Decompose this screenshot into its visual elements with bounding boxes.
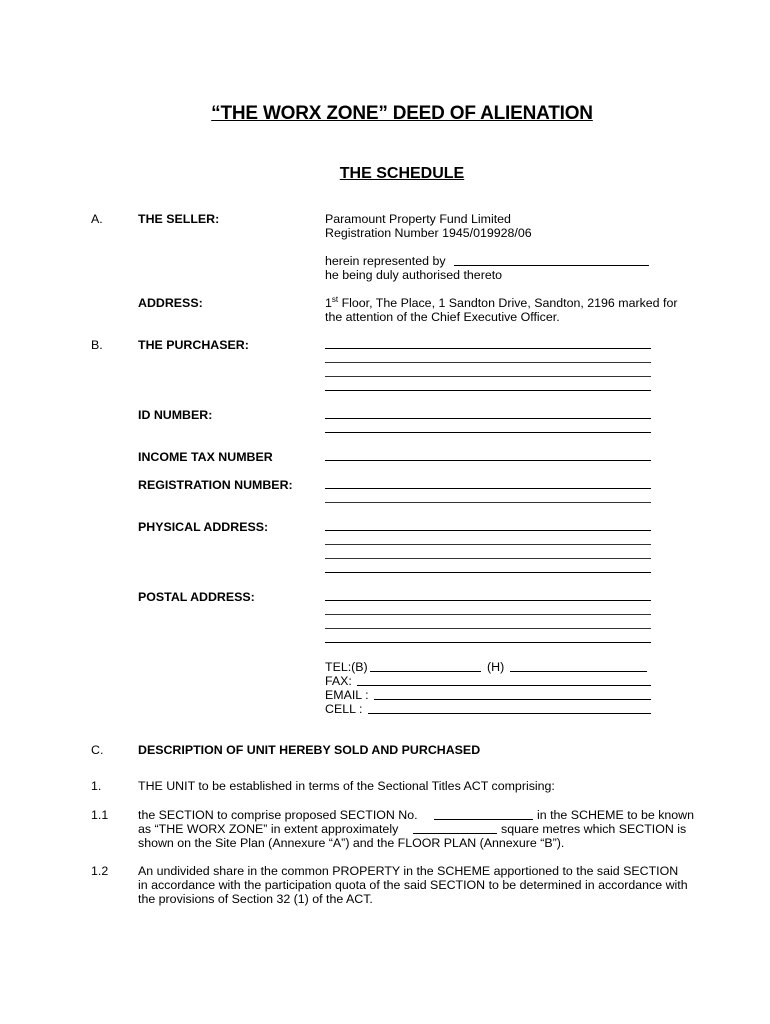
item-1-2-line1: An undivided share in the common PROPERTY in the SCHEME apportioned to the said SECTION bbox=[138, 864, 679, 878]
postal-address-label: POSTAL ADDRESS: bbox=[138, 590, 255, 604]
id-number-blank-2[interactable] bbox=[325, 432, 651, 433]
income-tax-blank[interactable] bbox=[325, 460, 651, 461]
fax-label: FAX: bbox=[325, 674, 352, 688]
purchaser-blank-3[interactable] bbox=[325, 376, 651, 377]
id-number-label: ID NUMBER: bbox=[138, 408, 213, 422]
cell-label: CELL : bbox=[325, 702, 363, 716]
cell-blank[interactable] bbox=[368, 713, 651, 714]
id-number-blank-1[interactable] bbox=[325, 418, 651, 419]
purchaser-label: THE PURCHASER: bbox=[138, 338, 249, 352]
tel-home-blank[interactable] bbox=[510, 671, 647, 672]
purchaser-blank-1[interactable] bbox=[325, 348, 651, 349]
seller-address-line1: 1st Floor, The Place, 1 Sandton Drive, Sandton, 2196 marked for bbox=[325, 295, 678, 310]
purchaser-blank-2[interactable] bbox=[325, 362, 651, 363]
item-1-2-number: 1.2 bbox=[91, 864, 109, 878]
seller-name: Paramount Property Fund Limited bbox=[325, 212, 511, 226]
purchaser-blank-4[interactable] bbox=[325, 390, 651, 391]
fax-blank[interactable] bbox=[357, 685, 651, 686]
item-1-text: THE UNIT to be established in terms of the Sectional Titles ACT comprising: bbox=[138, 779, 555, 793]
section-a-letter: A. bbox=[91, 212, 103, 226]
representative-blank[interactable] bbox=[454, 265, 649, 266]
extent-blank[interactable] bbox=[413, 833, 497, 834]
postal-address-blank-4[interactable] bbox=[325, 642, 651, 643]
tel-home-label: (H) bbox=[487, 660, 505, 674]
represented-by-label: herein represented by bbox=[325, 254, 446, 268]
tel-business-label: TEL:(B) bbox=[325, 660, 368, 674]
authorised-text: he being duly authorised thereto bbox=[325, 268, 503, 282]
email-blank[interactable] bbox=[374, 699, 651, 700]
item-1-2-line2: in accordance with the participation quota of the said SECTION to be determined in accordance with bbox=[138, 878, 688, 892]
seller-registration: Registration Number 1945/019928/06 bbox=[325, 226, 532, 240]
registration-number-label: REGISTRATION NUMBER: bbox=[138, 478, 293, 492]
income-tax-label: INCOME TAX NUMBER bbox=[138, 450, 273, 464]
email-label: EMAIL : bbox=[325, 688, 369, 702]
document-title: “THE WORX ZONE” DEED OF ALIENATION bbox=[211, 103, 593, 124]
item-1-2-line3: the provisions of Section 32 (1) of the ACT. bbox=[138, 892, 373, 906]
seller-address-line2: the attention of the Chief Executive Officer. bbox=[325, 310, 560, 324]
section-c-letter: C. bbox=[91, 743, 104, 757]
physical-address-blank-4[interactable] bbox=[325, 572, 651, 573]
schedule-heading: THE SCHEDULE bbox=[339, 165, 465, 182]
represented-by-text bbox=[325, 254, 446, 268]
item-1-1-line2b: square metres which SECTION is bbox=[501, 822, 687, 836]
physical-address-blank-2[interactable] bbox=[325, 544, 651, 545]
physical-address-blank-1[interactable] bbox=[325, 530, 651, 531]
item-1-1-line1b: in the SCHEME to be known bbox=[537, 808, 695, 822]
section-number-blank[interactable] bbox=[434, 819, 533, 820]
postal-address-blank-3[interactable] bbox=[325, 628, 651, 629]
section-b-letter: B. bbox=[91, 338, 103, 352]
item-1-1-line2a: as “THE WORX ZONE” in extent approximately bbox=[138, 822, 399, 836]
item-1-number: 1. bbox=[91, 779, 102, 793]
tel-business-blank[interactable] bbox=[370, 671, 481, 672]
address-label: ADDRESS: bbox=[138, 296, 203, 310]
seller-label: THE SELLER: bbox=[138, 212, 220, 226]
physical-address-blank-3[interactable] bbox=[325, 558, 651, 559]
item-1-1-line1a: the SECTION to comprise proposed SECTION No. bbox=[138, 808, 418, 822]
item-1-1-number: 1.1 bbox=[91, 808, 109, 822]
postal-address-blank-1[interactable] bbox=[325, 600, 651, 601]
registration-blank-2[interactable] bbox=[325, 502, 651, 503]
registration-blank-1[interactable] bbox=[325, 488, 651, 489]
postal-address-blank-2[interactable] bbox=[325, 614, 651, 615]
item-1-1-line3: shown on the Site Plan (Annexure “A”) and the FLOOR PLAN (Annexure “B”). bbox=[138, 836, 565, 850]
section-c-heading: DESCRIPTION OF UNIT HEREBY SOLD AND PURCHASED bbox=[138, 743, 481, 757]
physical-address-label: PHYSICAL ADDRESS: bbox=[138, 520, 269, 534]
